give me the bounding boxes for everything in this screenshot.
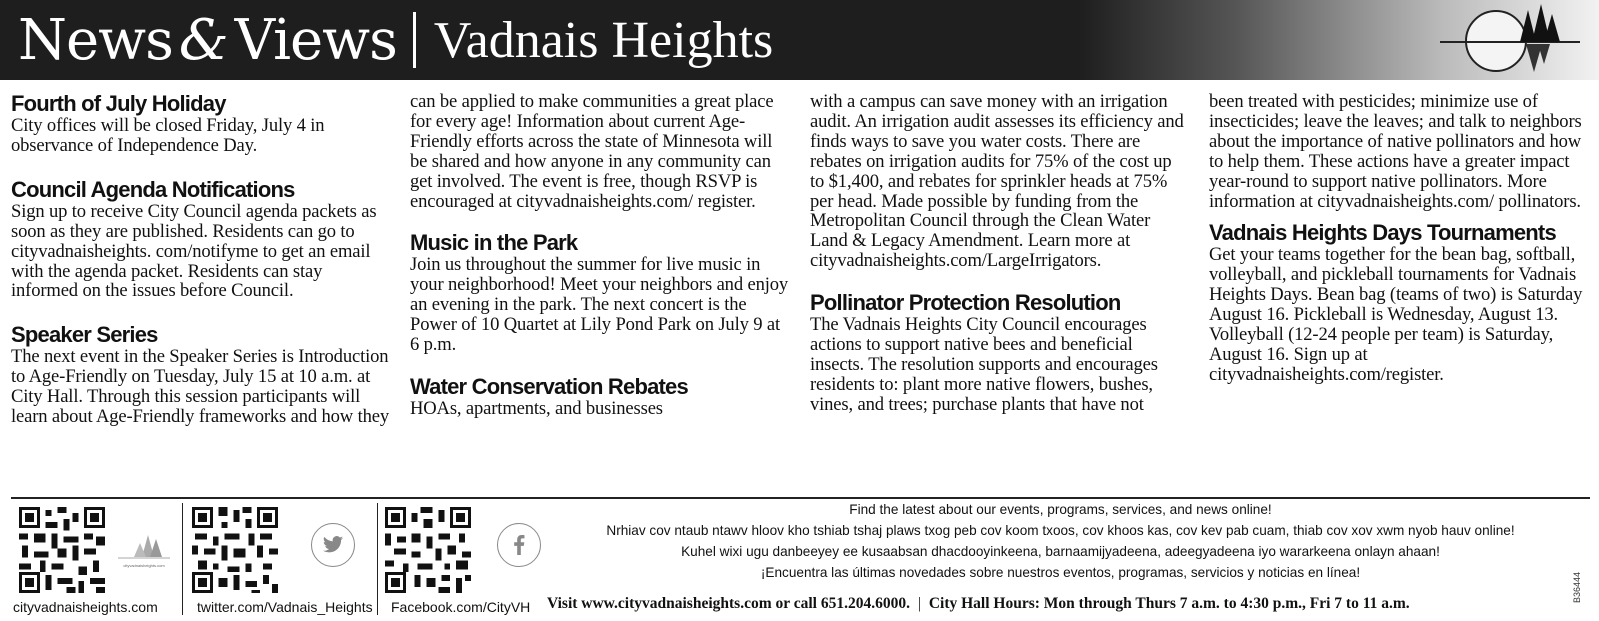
article-pollinator-protection bbox=[810, 291, 1190, 415]
notice-hmong: Nrhiav cov ntaub ntawv hloov kho tshiab tshaj plaws txog peb cov koom txoos, cov khoos kas, cov kev pab cuam, thiab cov xov xwm nyob hauv online! bbox=[606, 523, 1515, 538]
twitter-bird-icon bbox=[322, 535, 344, 555]
city-logo-icon bbox=[1440, 4, 1590, 78]
column-2 bbox=[410, 92, 790, 419]
article-vh-days-tournaments bbox=[1209, 221, 1589, 384]
footer-separator bbox=[182, 503, 183, 615]
article-heading: Water Conservation Rebates bbox=[410, 373, 688, 399]
title-news: News bbox=[18, 7, 173, 73]
article-water-conservation bbox=[410, 375, 790, 419]
twitter-qr-code-icon[interactable] bbox=[192, 507, 278, 593]
multilingual-notice bbox=[548, 499, 1573, 583]
column-3 bbox=[810, 92, 1190, 415]
article-heading: Pollinator Protection Resolution bbox=[810, 290, 1121, 316]
article-pollinator-protection-cont bbox=[1209, 92, 1589, 211]
column-4 bbox=[1209, 92, 1589, 385]
article-body: Join us throughout the summer for live music in your neighborhood! Meet your neighbors and enjoy an evening in the park. The next concert is the Power of 10 Quartet at Lily Pond Park on July 9 at 6 p.m. bbox=[410, 254, 789, 356]
article-columns bbox=[0, 92, 1599, 482]
article-council-agenda bbox=[11, 178, 391, 302]
footer-separator bbox=[377, 503, 378, 615]
article-body: The next event in the Speaker Series is Introduction to Age-Friendly on Tuesday, July 15 at 10 a.m. at City Hall. Through this session participants will learn about Age-Friendly frameworks and how they bbox=[11, 346, 389, 428]
contact-line bbox=[547, 595, 1410, 613]
twitter-icon[interactable] bbox=[311, 523, 355, 567]
title-views: Views bbox=[234, 7, 397, 73]
footer bbox=[0, 499, 1599, 621]
twitter-link[interactable]: twitter.com/Vadnais_Heights bbox=[197, 599, 373, 615]
article-music-in-the-park bbox=[410, 231, 790, 355]
article-body: HOAs, apartments, and businesses bbox=[410, 397, 663, 419]
facebook-link[interactable]: Facebook.com/CityVH bbox=[391, 599, 531, 615]
contact-separator: | bbox=[917, 595, 921, 612]
visit-website-phone[interactable]: Visit www.cityvadnaisheights.com or call 651.204.6000. bbox=[547, 595, 910, 612]
notice-spanish: ¡Encuentra las últimas novedades sobre nuestros eventos, programas, servicios y noticias en línea! bbox=[760, 565, 1361, 580]
website-link[interactable]: cityvadnaisheights.com bbox=[13, 599, 158, 615]
article-heading: Council Agenda Notifications bbox=[11, 176, 295, 202]
title-ampersand: & bbox=[178, 7, 229, 73]
title-divider bbox=[413, 12, 416, 68]
masthead-title bbox=[18, 4, 773, 76]
mini-city-logo-icon bbox=[114, 531, 174, 571]
mini-logo-text: cityvadnaisheights.com bbox=[123, 563, 165, 568]
article-heading: Music in the Park bbox=[410, 230, 578, 256]
website-qr-code-icon[interactable] bbox=[19, 507, 105, 593]
article-body: Sign up to receive City Council agenda packets as soon as they are published. Residents can go to cityvadnaisheights. com/notifyme to get an email with the agenda packet. Residents can stay informed on the issues before Council. bbox=[11, 200, 377, 302]
article-body: can be applied to make communities a great place for every age! Information about current Age-Friendly efforts across the state of Minnesota will be shared and how anyone in any community can get involved. The event is free, though RSVP is encouraged at cityvadnaisheights.com/ register. bbox=[410, 91, 774, 212]
column-1 bbox=[11, 92, 391, 427]
article-body: Get your teams together for the bean bag, softball, volleyball, and pickleball tournaments for Vadnais Heights Days. Bean bag (teams of two) is Saturday August 16. Pickleball is Wednesday, August 13. Volleyball (12-24 people per team) is Saturday, August 16. Sign up at cityvadnaisheights.com/register. bbox=[1209, 244, 1583, 385]
notice-english: Find the latest about our events, programs, services, and news online! bbox=[849, 502, 1272, 517]
article-speaker-series-cont bbox=[410, 92, 790, 211]
article-heading: Fourth of July Holiday bbox=[11, 91, 226, 116]
article-fourth-of-july bbox=[11, 92, 391, 156]
masthead-banner bbox=[0, 0, 1599, 80]
notice-somali: Kuhel wixi ugu danbeeyey ee kusaabsan dhacdooyinkeena, barnaamijyadeena, adeegyadeena iyo wararkeena onlayn ahaan! bbox=[681, 544, 1440, 559]
title-city: Vadnais Heights bbox=[433, 11, 774, 69]
article-body: The Vadnais Heights City Council encourages actions to support native bees and beneficial insects. The resolution supports and encourages residents to: plant more native flowers, bushes, vines, and trees; purchase plants that have not bbox=[810, 314, 1158, 415]
article-heading: Speaker Series bbox=[11, 322, 158, 348]
city-hall-hours: City Hall Hours: Mon through Thurs 7 a.m. to 4:30 p.m., Fri 7 to 11 a.m. bbox=[928, 595, 1410, 612]
article-speaker-series bbox=[11, 323, 391, 427]
article-heading: Vadnais Heights Days Tournaments bbox=[1209, 220, 1556, 246]
facebook-qr-code-icon[interactable] bbox=[385, 507, 471, 593]
article-body: City offices will be closed Friday, July 4 in observance of Independence Day. bbox=[11, 115, 325, 156]
article-body: been treated with pesticides; minimize use of insecticides; leave the leaves; and talk to neighbors about the importance of native pollinators and how to help them. These actions have a greater impact year-round to support native pollinators. More information at cityvadnaisheights.com/ pollinators. bbox=[1209, 91, 1582, 212]
ad-code: B36444 bbox=[1572, 571, 1582, 603]
article-body: with a campus can save money with an irrigation audit. An irrigation audit assesses its efficiency and finds ways to save you water costs. There are rebates on irrigation audits for 75% of the cost up to $1,400, and rebates for sprinkler heads at 75% per head. Made possible by funding from the Metropolitan Council through the Clean Water Land & Legacy Amendment. Learn more at cityvadnaisheights.com/LargeIrrigators. bbox=[810, 91, 1184, 272]
facebook-icon[interactable] bbox=[497, 523, 541, 567]
facebook-f-icon bbox=[513, 535, 525, 555]
article-water-conservation-cont bbox=[810, 92, 1190, 271]
